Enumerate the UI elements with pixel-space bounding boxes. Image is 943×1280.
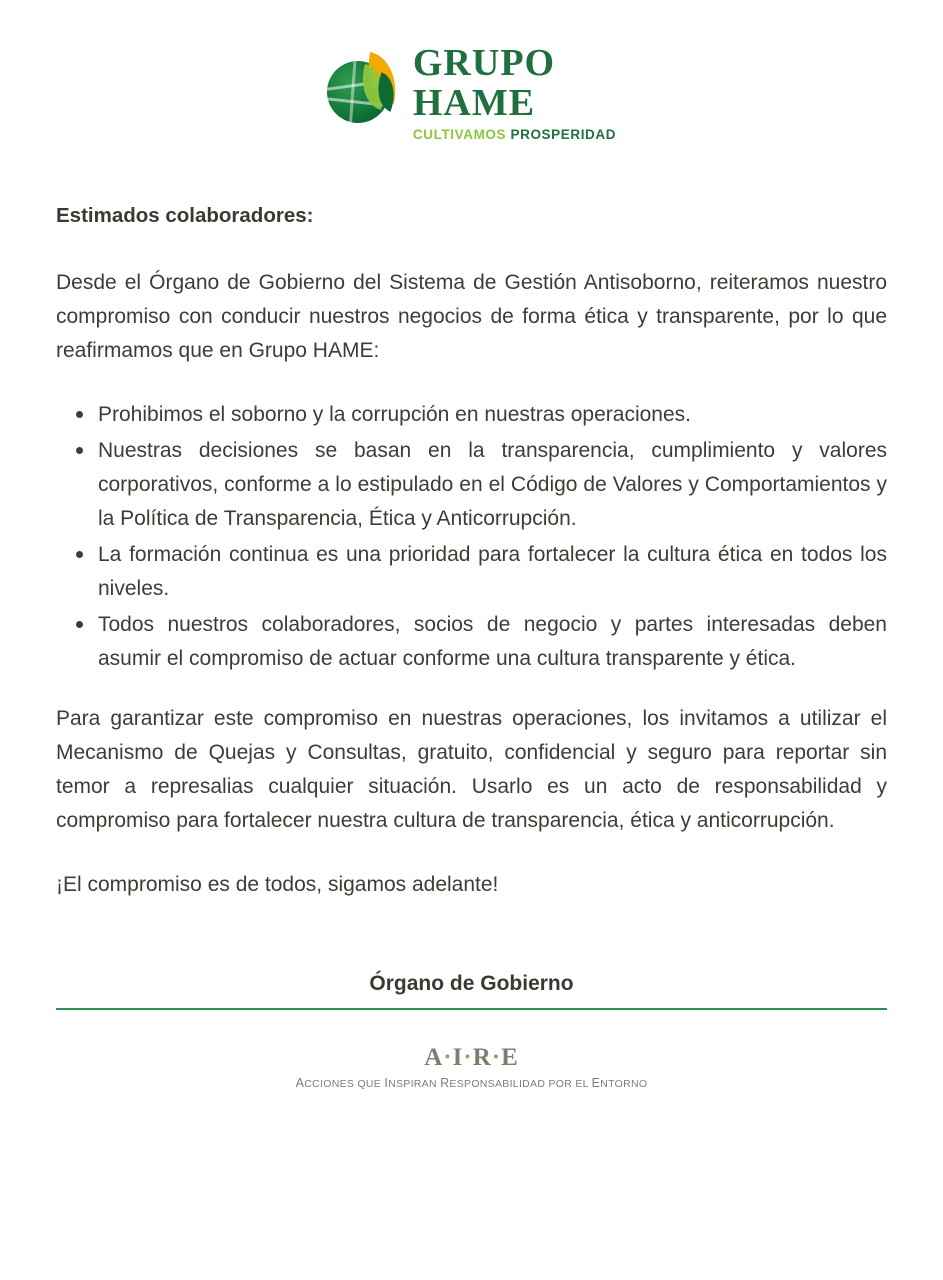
aire-dot-3: · [491,1043,502,1071]
aire-sub-cap-1: A [295,1075,305,1090]
commitments-list [56,398,887,676]
letter-greeting: Estimados colaboradores: [56,203,314,227]
logo-tagline [413,128,616,142]
aire-sub-rest-3: ESPONSABILIDAD POR EL [449,1077,592,1090]
logo-wordmark [413,44,616,142]
globe-meridian [348,61,357,123]
aire-sub-rest-4: NTORNO [600,1077,648,1090]
logo-word-grupo: GRUPO [412,42,556,84]
letter-body [0,142,943,996]
letterhead [0,0,943,142]
aire-sub-cap-4: E [591,1075,601,1090]
aire-letter-a: A [424,1043,444,1071]
list-item: Todos nuestros colaboradores, socios de negocio y partes interesadas deben asumir el compromiso de actuar conforme una cultura transparente y ética. [98,608,887,676]
letter-intro-paragraph: Desde el Órgano de Gobierno del Sistema de Gestión Antisoborno, reiteramos nuestro compromiso con conducir nuestros negocios de forma ética y transparente, por lo que reafirmamos que en Grupo HAME: [56,270,887,362]
aire-dot-2: · [463,1043,473,1071]
aire-letter-e: E [501,1043,519,1071]
footer [0,1044,943,1112]
grupo-hame-logo-icon [327,55,403,131]
aire-sub-rest-2: NSPIRAN [388,1077,441,1090]
grupo-hame-logo [327,44,616,142]
divider [56,1008,887,1010]
logo-word-hame: HAME [412,82,536,124]
aire-subtitle [0,1076,943,1090]
logo-tagline-part1: CULTIVAMOS [412,127,507,142]
list-item: La formación continua es una prioridad para fortalecer la cultura ética en todos los niveles. [98,538,887,606]
logo-tagline-part2: PROSPERIDAD [510,127,617,142]
letter-mechanism-paragraph: Para garantizar este compromiso en nuestras operaciones, los invitamos a utilizar el Mecanismo de Quejas y Consultas, gratuito, confidencial y seguro para reportar sin temor a represalias cualquier situación. Usarlo es un acto de responsabilidad y compromiso para fortalecer nuestra cultura de transparencia, ética y anticorrupción. [56,706,887,832]
leaf-icon [359,55,403,113]
list-item: Nuestras decisiones se basan en la transparencia, cumplimiento y valores corporativos, conforme a lo estipulado en el Código de Valores y Comportamientos y la Política de Transparencia, Ética y Anticorrupción. [98,434,887,536]
letter-closing: ¡El compromiso es de todos, sigamos adelante! [56,872,499,896]
aire-dot-1: · [443,1043,453,1071]
aire-sub-rest-1: CCIONES QUE [304,1077,385,1090]
signature-block [56,972,887,996]
aire-letter-r: R [472,1043,492,1071]
aire-letter-i: I [452,1043,464,1071]
list-item: Prohibimos el soborno y la corrupción en nuestras operaciones. [98,398,887,432]
signature-name: Órgano de Gobierno [369,971,574,995]
aire-sub-cap-2: I [384,1075,389,1090]
aire-sub-cap-3: R [440,1075,450,1090]
aire-brand [0,1044,943,1072]
